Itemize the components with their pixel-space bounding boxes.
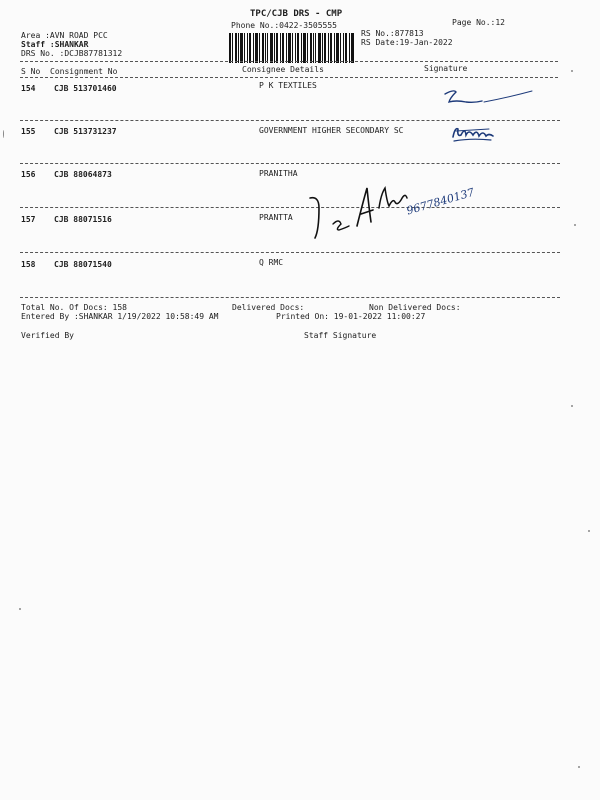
row-consignment: CJB 88071516 bbox=[54, 215, 112, 224]
entered-by: Entered By :SHANKAR 1/19/2022 10:58:49 AM bbox=[21, 312, 219, 321]
signature-scribble bbox=[449, 123, 499, 147]
signature-scribble bbox=[440, 86, 536, 114]
row-consignee: PRANTTA bbox=[259, 213, 293, 222]
scan-mark bbox=[588, 530, 590, 532]
row-consignment: CJB 88071540 bbox=[54, 260, 112, 269]
barcode-image bbox=[229, 33, 354, 63]
row-sno: 157 bbox=[21, 215, 36, 224]
page-number: Page No.:12 bbox=[452, 18, 505, 27]
divider bbox=[20, 77, 558, 78]
divider bbox=[20, 252, 560, 253]
scan-mark bbox=[19, 608, 21, 610]
column-header-sno: S No bbox=[21, 67, 41, 76]
row-consignee: PRANITHA bbox=[259, 169, 298, 178]
total-docs: Total No. Of Docs: 158 bbox=[21, 303, 127, 312]
row-consignee: GOVERNMENT HIGHER SECONDARY SC bbox=[259, 126, 404, 135]
row-consignment: CJB 513701460 bbox=[54, 84, 117, 93]
scan-mark bbox=[578, 766, 580, 768]
scan-mark bbox=[571, 405, 573, 407]
row-consignment: CJB 513731237 bbox=[54, 127, 117, 136]
row-consignee: P K TEXTILES bbox=[259, 81, 317, 90]
phone-number: Phone No.:0422-3505555 bbox=[231, 21, 337, 30]
row-sno: 156 bbox=[21, 170, 36, 179]
printed-on: Printed On: 19-01-2022 11:00:27 bbox=[276, 312, 426, 321]
row-consignment: CJB 88064873 bbox=[54, 170, 112, 179]
scan-mark bbox=[3, 130, 4, 138]
non-delivered-docs: Non Delivered Docs: bbox=[369, 303, 461, 312]
staff-label: Staff :SHANKAR bbox=[21, 40, 89, 49]
column-header-consignment: Consignment No bbox=[50, 67, 118, 76]
document-title: TPC/CJB DRS - CMP bbox=[250, 9, 343, 19]
handwritten-phone: 9677840137 bbox=[405, 185, 476, 218]
scan-mark bbox=[571, 70, 573, 72]
area-label: Area :AVN ROAD PCC bbox=[21, 31, 108, 40]
row-consignee: Q RMC bbox=[259, 258, 284, 267]
drs-number: DRS No. :DCJB87781312 bbox=[21, 49, 123, 58]
row-sno: 158 bbox=[21, 260, 36, 269]
verified-by: Verified By bbox=[21, 331, 74, 340]
divider bbox=[20, 207, 560, 208]
divider bbox=[20, 120, 560, 121]
rs-date: RS Date:19-Jan-2022 bbox=[361, 38, 453, 47]
column-header-signature: Signature bbox=[424, 64, 468, 73]
delivered-docs: Delivered Docs: bbox=[232, 303, 305, 312]
divider bbox=[20, 61, 558, 62]
row-sno: 154 bbox=[21, 84, 36, 93]
rs-number: RS No.:877813 bbox=[361, 29, 424, 38]
divider bbox=[20, 297, 560, 298]
scan-mark bbox=[574, 224, 576, 226]
column-header-consignee: Consignee Details bbox=[242, 65, 324, 74]
staff-signature-label: Staff Signature bbox=[304, 331, 377, 340]
row-sno: 155 bbox=[21, 127, 36, 136]
divider bbox=[20, 163, 560, 164]
